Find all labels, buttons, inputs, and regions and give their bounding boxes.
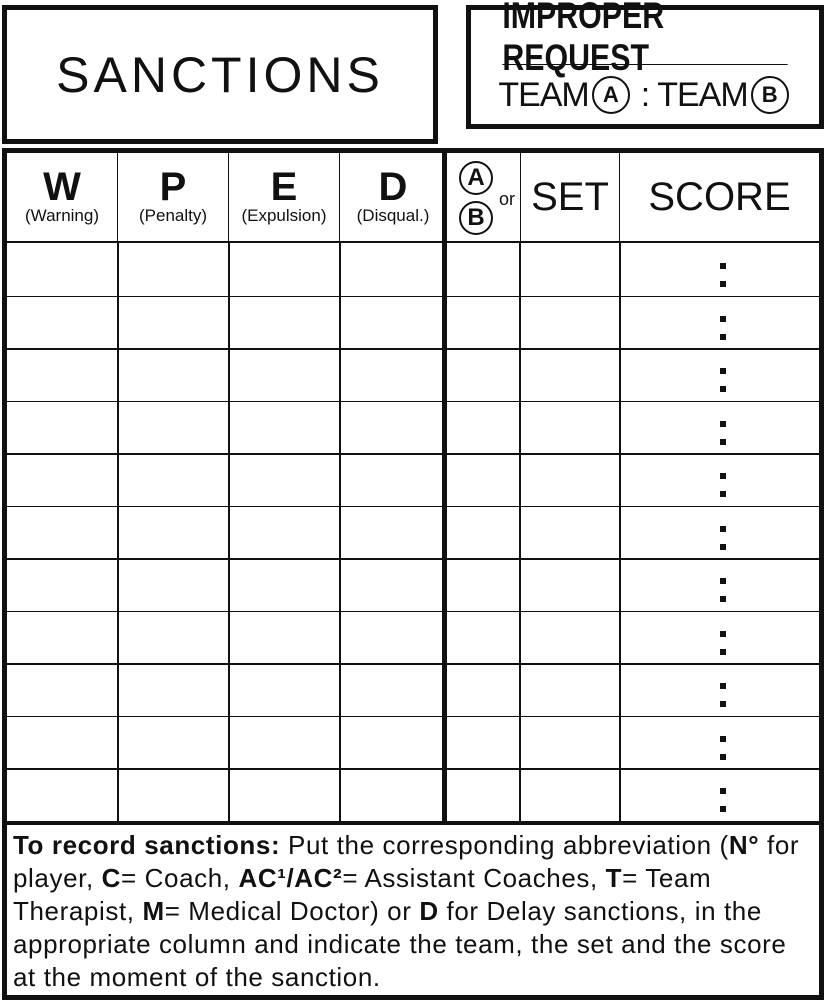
team-separator: : — [640, 75, 650, 114]
note-player-abbr: N° — [728, 830, 760, 860]
header-warning — [7, 153, 118, 241]
notes-rule — [7, 821, 819, 825]
score-colon — [720, 544, 726, 550]
disqualification-label: (Disqual.) — [356, 206, 430, 225]
note-text: = Coach, — [121, 863, 239, 893]
table-row-line — [7, 401, 819, 403]
score-colon — [720, 473, 726, 479]
note-therapist-abbr: T — [605, 863, 623, 893]
column-line — [228, 243, 230, 821]
column-line — [339, 243, 341, 821]
header-disqualification — [340, 153, 446, 241]
team-a-checkbox[interactable]: A — [592, 76, 630, 114]
score-colon — [720, 754, 726, 760]
table-row-line — [7, 506, 819, 508]
note-text: for Delay sanctions, in the appropriate column and indicate the team, the set and the score at the moment of the sanction. — [13, 896, 787, 992]
team-or-label: or — [499, 189, 516, 209]
score-colon — [720, 263, 726, 269]
penalty-letter: P — [159, 165, 187, 209]
expulsion-letter: E — [270, 165, 298, 209]
team-a-label: TEAM — [498, 75, 589, 114]
score-colon — [720, 649, 726, 655]
score-colon — [720, 316, 726, 322]
team-b-checkbox[interactable]: B — [751, 76, 789, 114]
instructions-note — [13, 829, 815, 994]
table-row-line — [7, 663, 819, 665]
table-row-line — [7, 768, 819, 770]
note-assistant-abbr: AC¹/AC² — [238, 863, 343, 893]
score-colon — [720, 491, 726, 497]
note-lead: To record sanctions: — [13, 830, 281, 860]
score-colon — [720, 439, 726, 445]
note-coach-abbr: C — [101, 863, 122, 893]
score-colon — [720, 631, 726, 637]
note-delay-abbr: D — [419, 896, 439, 926]
improper-request-heading: IMPROPER REQUEST — [502, 10, 787, 65]
score-colon — [720, 806, 726, 812]
set-label: SET — [531, 174, 609, 219]
penalty-label: (Penalty) — [138, 206, 208, 225]
score-label: SCORE — [648, 174, 791, 219]
column-group-divider — [442, 148, 447, 821]
header-score — [620, 153, 819, 241]
note-text: = Assistant Coaches, — [342, 863, 606, 893]
column-line — [619, 243, 621, 821]
score-colon — [720, 421, 726, 427]
table-row-line — [7, 716, 819, 718]
team-b-label: TEAM — [657, 75, 748, 114]
score-colon — [720, 368, 726, 374]
column-line — [519, 243, 521, 821]
table-row-line — [7, 611, 819, 613]
table-row-line — [7, 348, 819, 350]
sanctions-title-box — [2, 5, 438, 144]
header-team — [457, 161, 525, 241]
table-row-line — [7, 296, 819, 298]
note-doctor-abbr: M — [142, 896, 165, 926]
score-colon — [720, 701, 726, 707]
sanctions-table — [2, 148, 824, 1000]
expulsion-label: (Expulsion) — [241, 206, 327, 225]
score-colon — [720, 334, 726, 340]
note-text: Put the corresponding abbreviation ( — [280, 830, 729, 860]
table-row-line — [7, 558, 819, 560]
column-line — [117, 243, 119, 821]
table-row-line — [7, 453, 819, 455]
header-set — [520, 153, 620, 241]
score-colon — [720, 281, 726, 287]
warning-letter: W — [43, 165, 81, 209]
disqualification-letter: D — [378, 165, 408, 209]
team-b-circle: B — [459, 201, 493, 235]
note-text: for player, — [13, 830, 800, 893]
warning-label: (Warning) — [25, 206, 99, 225]
score-colon — [720, 578, 726, 584]
team-a-circle: A — [459, 161, 493, 195]
header-penalty — [118, 153, 229, 241]
note-text: = Medical Doctor) or — [164, 896, 420, 926]
score-colon — [720, 788, 726, 794]
score-colon — [720, 683, 726, 689]
score-colon — [720, 526, 726, 532]
header-rule — [7, 241, 819, 243]
improper-request-box — [466, 0, 824, 129]
score-colon — [720, 386, 726, 392]
score-colon — [720, 596, 726, 602]
header-expulsion — [229, 153, 340, 241]
note-text: = Team Therapist, — [13, 863, 712, 926]
score-colon — [720, 736, 726, 742]
page-title: SANCTIONS — [56, 46, 384, 103]
